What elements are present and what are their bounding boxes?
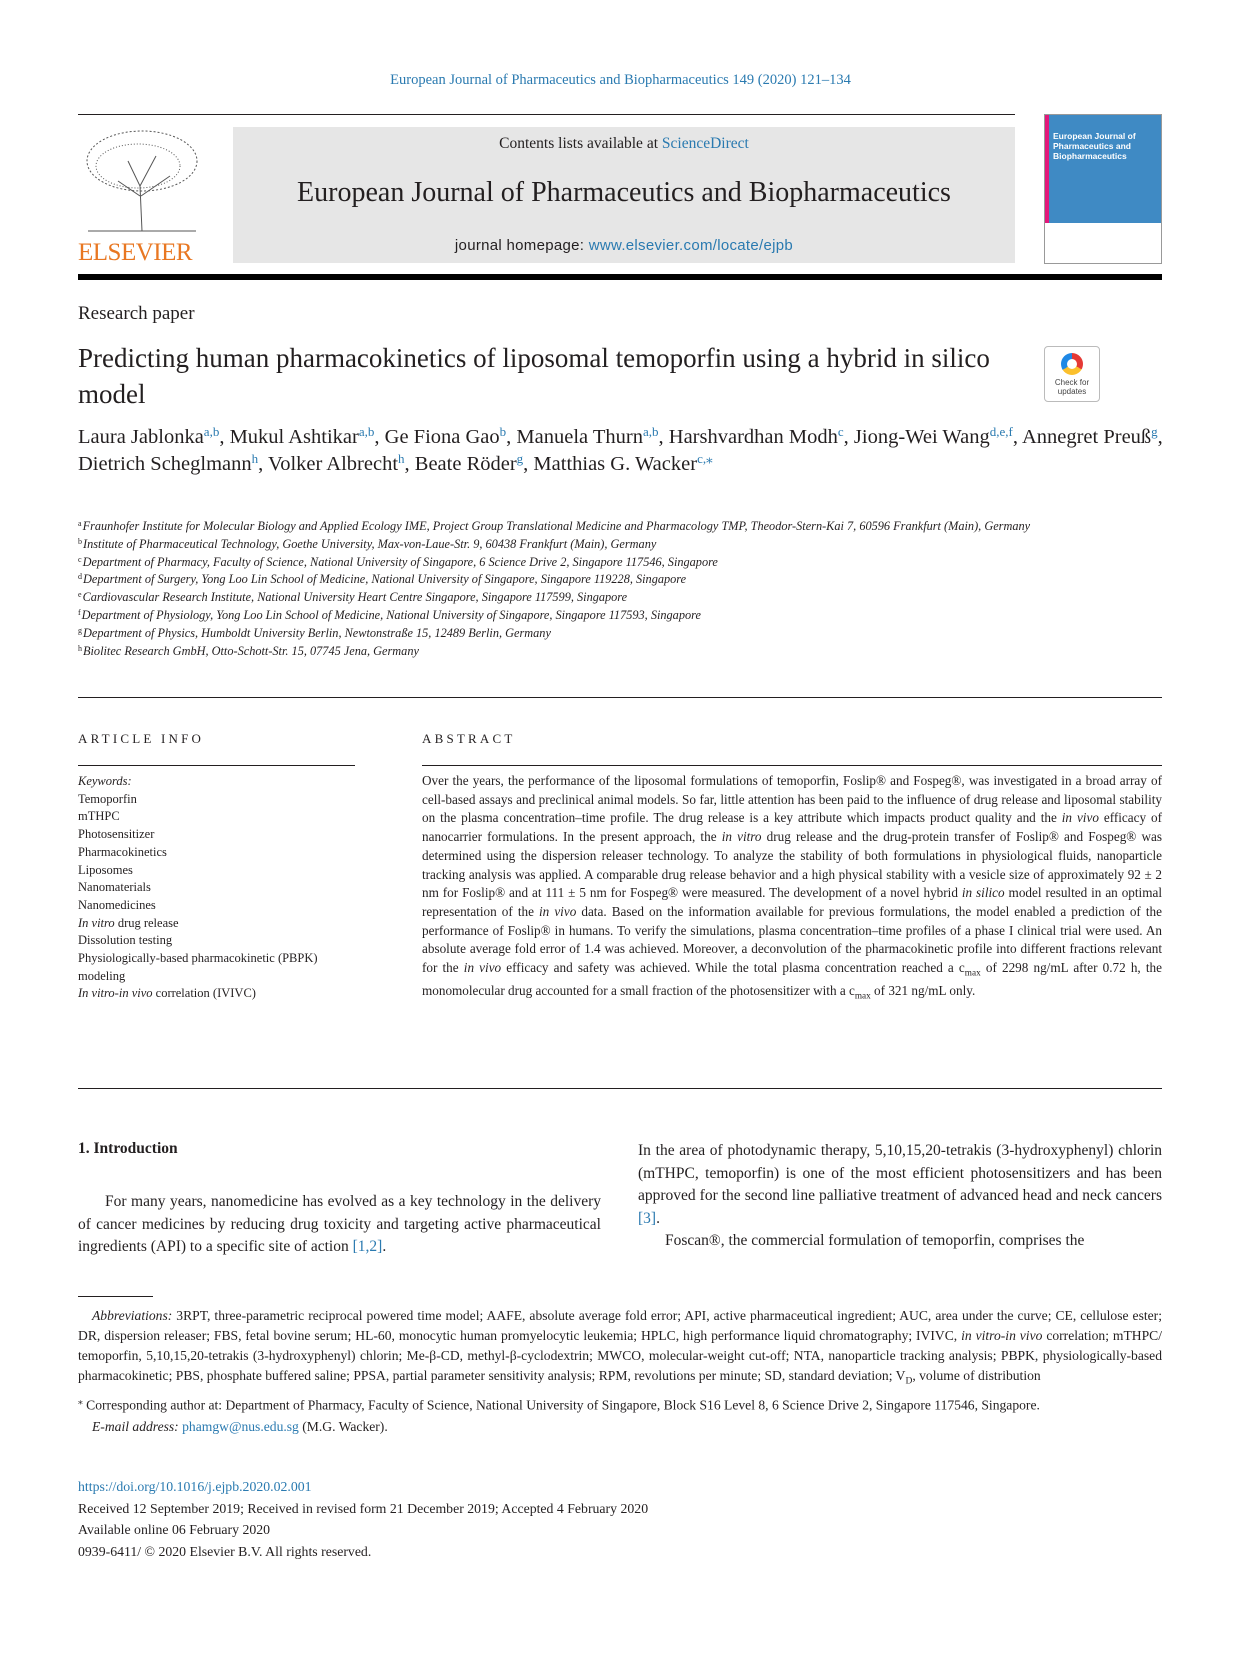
affiliation-key: e [78,590,82,600]
email-footnote [78,1417,1162,1437]
affiliation [78,536,1168,554]
keyword [78,844,358,862]
affiliation-marker[interactable]: h [398,451,405,466]
reference-link[interactable]: phamgw@nus.edu.sg [182,1419,299,1435]
affiliation [78,571,1168,589]
italic-text: in vitro-in vivo [961,1328,1043,1343]
affiliation-key: d [78,572,82,582]
affiliation-marker[interactable]: c,⁎ [697,451,713,466]
text-run: efficacy of nanocarrier formulations. In the present approach, the [422,810,1162,845]
separator: , [374,426,385,448]
intro-paragraph [78,1191,601,1259]
text-run: , volume of distribution [912,1368,1041,1383]
italic-text: Abbreviations: [92,1308,173,1323]
affiliations [78,518,1168,660]
intro-paragraph [638,1230,1162,1253]
author[interactable] [854,426,1013,448]
copyright: 0939-6411/ © 2020 Elsevier B.V. All rights reserved. [78,1543,372,1559]
keyword [78,791,358,809]
text-run: Physiologically-based pharmacokinetic (PBPK) modeling [78,951,318,983]
subscript: D [905,1376,913,1387]
article-history [78,1476,648,1562]
abstract-heading: ABSTRACT [422,731,516,746]
author-name[interactable]: Mukul Ashtikar [229,426,359,448]
author[interactable] [415,453,523,475]
affiliation-key: f [78,607,81,617]
author[interactable] [78,426,219,448]
footnotes [78,1306,1162,1437]
affiliation-key: a [78,519,82,528]
text-run: drug release [114,915,179,930]
text-run: Nanomedicines [78,897,156,912]
separator: , [219,426,230,448]
contents-label: Contents lists available at [499,135,662,152]
keyword [78,897,358,915]
author-name[interactable]: Beate Röder [414,453,517,475]
corresponding-author-footnote [78,1392,1162,1416]
elsevier-wordmark: ELSEVIER [78,239,193,266]
text-run: (M.G. Wacker). [298,1419,388,1435]
text-run: . [382,1238,387,1255]
italic-text: in vivo [539,903,577,919]
contents-line [233,135,1015,153]
divider [78,765,355,766]
text-run: of 321 ng/mL only. [870,983,976,999]
italic-text: E-mail address: [92,1419,183,1435]
reference-link[interactable]: [1,2] [352,1238,383,1255]
divider [78,697,1162,698]
text-run: model resulted in an optimal representation of the [422,885,1162,919]
author[interactable] [533,453,712,475]
author-list [78,424,1168,478]
available-online: Available online 06 February 2020 [78,1522,271,1537]
divider [78,1088,1162,1089]
keyword [78,932,358,950]
keyword [78,915,358,933]
journal-header [233,127,1015,263]
separator: , [506,426,517,448]
journal-title: European Journal of Pharmaceutics and Biopharmaceutics [297,177,951,208]
affiliation-marker[interactable]: g [1151,424,1158,439]
intro-paragraph [638,1140,1162,1230]
separator: , [404,453,415,475]
elsevier-logo [78,126,206,266]
affiliation-text: Department of Surgery, Yong Loo Lin School of Medicine, National University of Singapore, Singapore 119228, Singapore [83,572,687,587]
separator: , [258,453,269,475]
author[interactable] [230,426,375,448]
homepage-link[interactable]: www.elsevier.com/locate/ejpb [588,237,794,254]
affiliation [78,625,1168,643]
journal-citation-link[interactable]: European Journal of Pharmaceutics and Biopharmaceutics 149 (2020) 121–134 [390,72,851,88]
affiliation-marker[interactable]: g [516,451,524,466]
author-name[interactable]: Laura Jablonka [78,426,204,448]
italic-text: In vitro [78,915,115,930]
header-rule [78,114,1015,115]
text-run: Corresponding author at: Department of Pharmacy, Faculty of Science, National University of Singapore, Block S16 Level 8, 6 Science Drive 2, Singapore 117546, Singapore. [82,1397,1040,1413]
keywords-label: Keywords: [78,774,132,788]
affiliation-key: h [78,643,82,653]
text-run: For many years, nanomedicine has evolved as a key technology in the delivery of cancer medicines by reducing drug toxicity and targeting active pharmaceutical ingredients (API) to a specific site of action [78,1193,601,1255]
affiliation-key: c [78,554,82,564]
author-name[interactable]: Harshvardhan Modh [668,426,838,448]
header-bar [78,274,1162,280]
sciencedirect-link[interactable]: ScienceDirect [661,135,749,152]
cover-footer [1045,223,1161,263]
author[interactable] [516,426,658,448]
affiliation [78,554,1168,572]
homepage-line [233,237,1015,254]
received-dates: Received 12 September 2019; Received in revised form 21 December 2019; Accepted 4 February 2020 [78,1500,649,1516]
author-name[interactable]: Matthias G. Wacker [533,453,698,475]
text-run: . [656,1209,660,1227]
text-run: Dissolution testing [78,933,173,948]
keyword [78,862,358,880]
cover-stripe [1045,115,1049,225]
author-name[interactable]: Manuela Thurn [516,426,643,448]
introduction-heading: 1. Introduction [78,1140,178,1157]
author[interactable] [385,426,507,448]
author[interactable] [268,453,405,475]
separator: , [1012,426,1022,448]
separator: , [523,453,534,475]
subscript: max [854,991,871,1002]
tree-icon [78,126,206,236]
separator: , [658,426,669,448]
article-title: Predicting human pharmacokinetics of liposomal temoporfin using a hybrid in silico model [78,343,990,409]
footnote-rule [78,1296,153,1297]
doi-link[interactable]: https://doi.org/10.1016/j.ejpb.2020.02.001 [78,1479,312,1494]
affiliation-marker[interactable]: h [251,451,259,466]
author-name[interactable]: Ge Fiona Gao [384,426,500,448]
text-run: 3RPT, three-parametric reciprocal powered time model; AAFE, absolute average fold error; API, active pharmaceutical ingredient; AUC, area under the curve; CE, cellulose ester; DR, dispersion releaser; FBS, fetal bovine serum; HL-60, monocytic human promyelocytic leukemia; HPLC, high performance liquid chromatography; IVIVC, [78,1308,1162,1343]
supscript: ⁎ [78,1396,83,1407]
affiliation [78,518,1168,536]
keyword [78,950,358,985]
affiliation-key: g [78,625,82,635]
keyword [78,879,358,897]
text-run: Temoporfin [78,791,137,806]
divider [422,765,1162,766]
affiliation-marker[interactable]: a,b [358,424,375,439]
abstract-body [422,772,1162,1006]
affiliation-marker[interactable]: a,b [642,424,659,439]
subscript: max [964,967,981,978]
italic-text: in vitro [721,829,762,845]
affiliation-text: Department of Physics, Humboldt University Berlin, Newtonstraße 15, 12489 Berlin, Germany [83,625,551,640]
affiliation-marker[interactable]: b [499,424,507,439]
journal-cover [1044,114,1162,264]
keyword [78,808,358,826]
affiliation-marker[interactable]: d,e,f [989,424,1013,439]
text-run: Foscan®, the commercial formulation of temoporfin, comprises the [665,1232,1085,1249]
text-run: mTHPC [78,809,120,824]
italic-text: in vivo [463,960,502,976]
text-run: Over the years, the performance of the liposomal formulations of temoporfin, Foslip® and Fospeg®, was investigated in a broad array of cell-based assays and preclinical animal models. So far, little attention has been paid to the influence of drug release and liposomal stability on the plasma concentration–time profile. The drug release is a key attribute which impacts product quality and the [422,773,1162,826]
text-run: Photosensitizer [78,827,155,842]
check-for-updates-button[interactable] [1044,346,1100,402]
check-updates-label: Check for updates [1054,378,1090,396]
affiliation-text: Cardiovascular Research Institute, National University Heart Centre Singapore, Singapore 117599, Singapore [82,590,628,605]
affiliation-marker[interactable]: a,b [203,424,220,439]
separator: , [843,426,854,448]
homepage-label: journal homepage: [454,237,589,254]
text-run: data. Based on the information available for previous formulations, the model enabled a prediction of the performance of Foslip® in humans. To verify the simulations, plasma concentration–time profiles of a phase I clinical trial were used. An absolute average fold error of 1.4 was achieved. Moreover, a deconvolution of the pharmacokinetic profile into different fractions relevant for the [422,903,1162,976]
cover-title: European Journal of Pharmaceutics and Biopharmaceutics [1053,131,1136,161]
affiliation-text: Biolitec Research GmbH, Otto-Schott-Str. 15, 07745 Jena, Germany [83,643,419,658]
text-run: Pharmacokinetics [78,844,167,859]
text-run: Nanomaterials [78,880,151,895]
author-name[interactable]: Annegret Preuß [1021,426,1152,448]
text-run: Liposomes [78,862,133,877]
text-run: correlation (IVIVC) [152,986,256,1001]
abbreviations-footnote [78,1306,1162,1392]
italic-text: in vivo [1061,810,1099,826]
author[interactable] [78,453,258,475]
keywords [78,773,358,1003]
author-name[interactable]: Jiong-Wei Wang [853,426,990,448]
affiliation [78,589,1168,607]
author[interactable] [669,426,844,448]
affiliation [78,643,1168,661]
text-run: of 2298 ng/mL after 0.72 h, the monomolecular drug accounted for a small fraction of the photosensitizer with a c [422,960,1162,999]
text-run: efficacy and safety was achieved. While the total plasma concentration reached a c [501,960,965,976]
affiliation [78,607,1168,625]
affiliation-marker[interactable]: c [837,424,844,439]
keyword [78,985,358,1003]
reference-link[interactable]: [3] [638,1209,657,1227]
affiliation-text: Department of Pharmacy, Faculty of Science, National University of Singapore, 6 Science Drive 2, Singapore 117546, Singapore [82,554,718,569]
italic-text: In vitro-in vivo [78,986,153,1001]
check-updates-icon [1061,353,1083,375]
affiliation-text: Department of Physiology, Yong Loo Lin School of Medicine, National University of Singapore, Singapore 117593, Singapore [81,607,701,622]
affiliation-key: b [78,536,82,546]
article-info-heading: ARTICLE INFO [78,731,205,746]
text-run: In the area of photodynamic therapy, 5,10,15,20-tetrakis (3-hydroxyphenyl) chlorin (mTHPC, temoporfin) is one of the most efficient photosensitizers and has been approved for the second line palliative treatment of advanced head and neck cancers [638,1142,1162,1204]
affiliation-text: Institute of Pharmaceutical Technology, Goethe University, Max-von-Laue-Str. 9, 60438 Frankfurt (Main), Germany [83,536,657,551]
author-name[interactable]: Volker Albrecht [268,453,399,475]
author[interactable] [1022,426,1158,448]
keyword [78,826,358,844]
affiliation-text: Fraunhofer Institute for Molecular Biology and Applied Ecology IME, Project Group Translational Medicine and Pharmacology TMP, Theodor-Stern-Kai 7, 60596 Frankfurt (Main), Germany [82,519,1031,533]
article-type: Research paper [78,303,195,324]
separator: , [1157,426,1163,448]
italic-text: in silico [961,885,1005,901]
text-run: correlation; mTHPC/ temoporfin, 5,10,15,20-tetrakis (3-hydroxyphenyl) chlorin; Me-β-CD, methyl-β-cyclodextrin; MWCO, molecular-weight cut-off; NTA, nanoparticle tracking analysis; PBPK, physiologically-based pharmacokinetic; PBS, phosphate buffered saline; PPSA, partial parameter sensitivity analysis; RPM, revolutions per minute; SD, standard deviation; V [78,1328,1162,1383]
text-run: drug release and the drug-protein transfer of Foslip® and Fospeg® was determined using the dispersion releaser technology. To analyze the stability of both formulations in physiological fluids, nanoparticle tracking analysis was applied. A comparable drug release behavior and a high physical stability with a vesicle size of approximately 92 ± 2 nm for Foslip® and at 111 ± 5 nm for Fospeg® were measured. The development of a novel hybrid [422,829,1162,901]
author-name[interactable]: Dietrich Scheglmann [78,453,252,475]
